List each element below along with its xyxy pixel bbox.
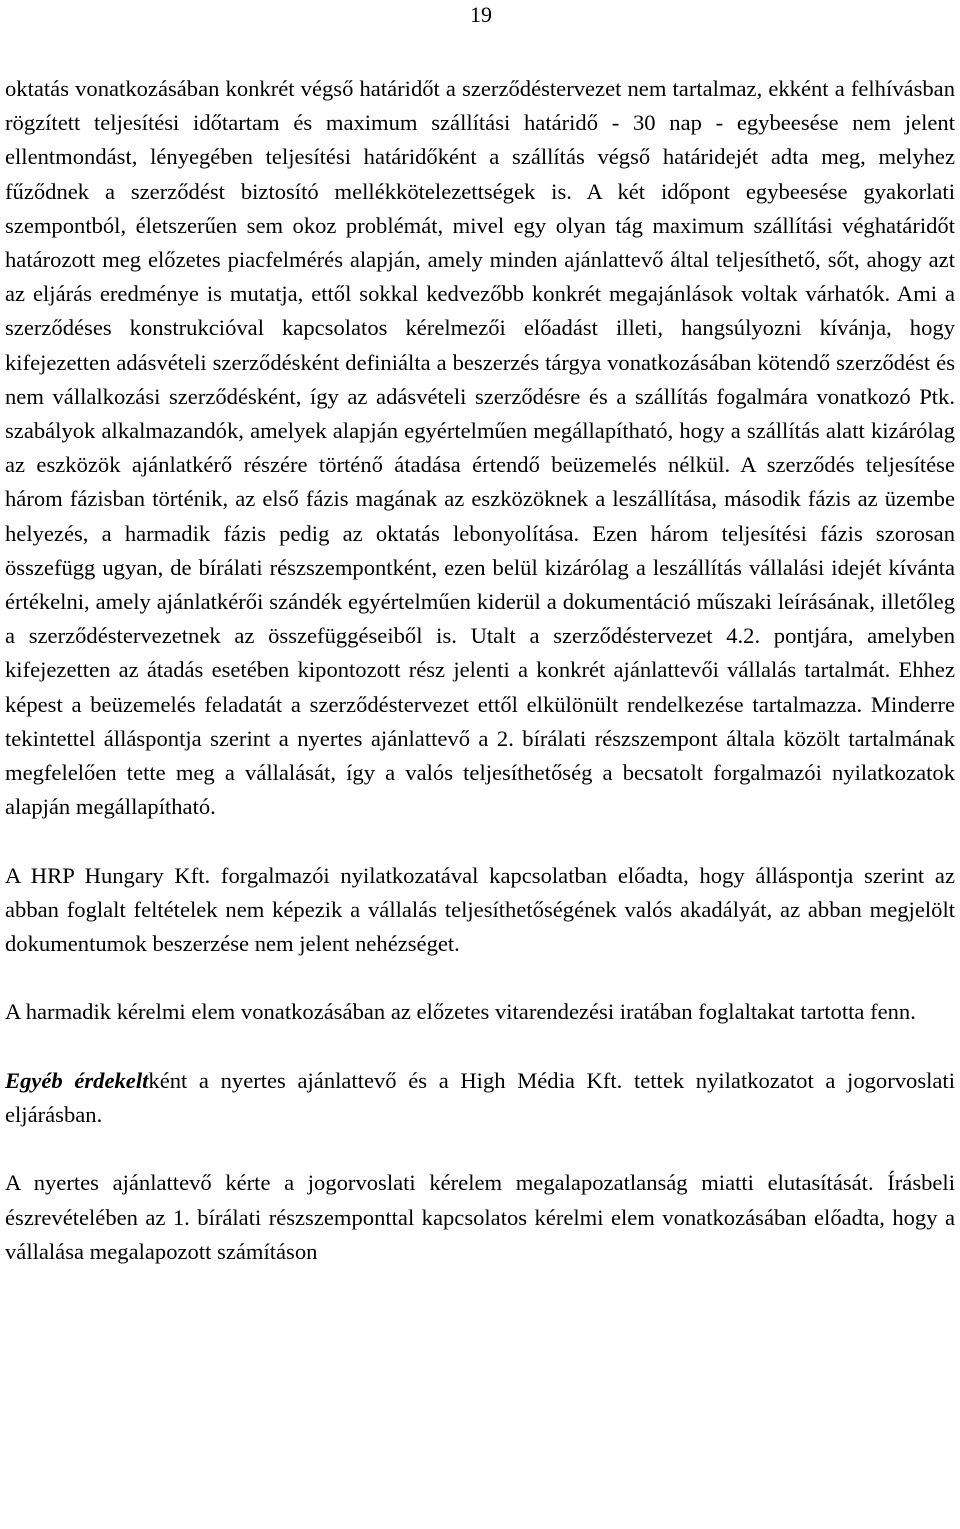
paragraph-4-text: ként a nyertes ajánlattevő és a High Média Kft. tettek nyilatkozatot a jogorvoslati eljárásban. <box>5 1067 955 1128</box>
paragraph-5: A nyertes ajánlattevő kérte a jogorvoslati kérelem megalapozatlanság miatti elutasítását. Írásbeli észrevételében az 1. bírálati részszemponttal kapcsolatos kérelmi elem vonatkozásában előadta, hogy a vállalása megalapozott számításon <box>5 1170 955 1264</box>
paragraph-3: A harmadik kérelmi elem vonatkozásában az előzetes vitarendezési iratában foglaltakat tartotta fenn. <box>5 999 916 1025</box>
paragraph-4 <box>5 1064 955 1132</box>
document-body <box>5 72 955 1269</box>
emphasis-term: Egyéb érdekelt <box>5 1067 149 1093</box>
paragraph-2: A HRP Hungary Kft. forgalmazói nyilatkozatával kapcsolatban előadta, hogy álláspontja szerint az abban foglalt feltételek nem képezik a vállalás teljesíthetőségének valós akadályát, az abban megjelölt dokumentumok beszerzése nem jelent nehézséget. <box>5 862 955 957</box>
page-number: 19 <box>470 2 492 27</box>
paragraph-1: oktatás vonatkozásában konkrét végső határidőt a szerződéstervezet nem tartalmaz, ekként a felhívásban rögzített teljesítési időtartam és maximum szállítási határidő - 30 nap - egybeesése nem jelent ellentmondást, lényegében teljesítési határidőként a szállítás végső határidejét adta meg, melyhez fűződnek a szerződést biztosító mellékkötelezettségek is. A két időpont egybeesése gyakorlati szempontból, életszerűen sem okoz problémát, mivel egy olyan tág maximum szállítási véghatáridőt határozott meg előzetes piacfelmérés alapján, amely minden ajánlattevő által teljesíthető, sőt, ahogy azt az eljárás eredménye is mutatja, ettől sokkal kedvezőbb konkrét megajánlások voltak várhatók. Ami a szerződéses konstrukcióval kapcsolatos kérelmezői előadást illeti, hangsúlyozni kívánja, hogy kifejezetten adásvételi szerződésként definiálta a beszerzés tárgya vonatkozásában kötendő szerződést és nem vállalkozási szerződésként, így az adásvételi szerződésre és a szállítás fogalmára vonatkozó Ptk. szabályok alkalmazandók, amelyek alapján egyértelműen megállapítható, hogy a szállítás alatt kizárólag az eszközök ajánlatkérő részére történő átadása értendő beüzemelés nélkül. A szerződés teljesítése három fázisban történik, az első fázis magának az eszközöknek a leszállítása, második fázis az üzembe helyezés, a harmadik fázis pedig az oktatás lebonyolítása. Ezen három teljesítési fázis szorosan összefügg ugyan, de bírálati részszempontként, ezen belül kizárólag a leszállítás vállalási idejét kívánta értékelni, amely ajánlatkérői szándék egyértelműen kiderül a dokumentáció műszaki leírásának, illetőleg a szerződéstervezetnek az összefüggéseiből is. Utalt a szerződéstervezet 4.2. pontjára, amelyben kifejezetten az átadás esetében kipontozott rész jelenti a konkrét ajánlattevői vállalás tartalmát. Ehhez képest a beüzemelés feladatát a szerződéstervezet ettől elkülönült rendelkezése tartalmazza. Minderre tekintettel álláspontja szerint a nyertes ajánlattevő a 2. bírálati részszempont általa közölt tartalmának megfelelően tette meg a vállalását, így a valós teljesíthetőség a becsatolt forgalmazói nyilatkozatok alapján megállapítható. <box>5 76 955 820</box>
